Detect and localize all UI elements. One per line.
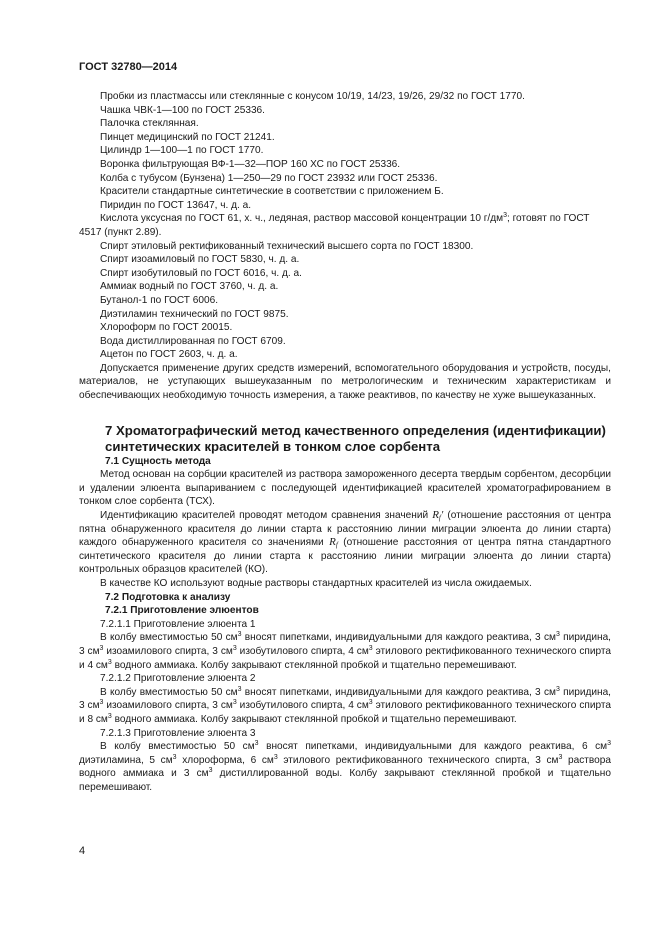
section-7-title: 7 Хроматографический метод качественного определения (идентификации) синтетических красителей в тонком слое сорбента [105, 422, 606, 454]
material-item: Пинцет медицинский по ГОСТ 21241. [100, 131, 275, 143]
material-item-acetic-acid: Кислота уксусная по ГОСТ 61, х. ч., ледяная, раствор массовой концентрации 10 $г/дм^3$; готовят по ГОСТ 4517 (пункт 2.89). [79, 212, 590, 238]
eluent-2-title: 7.2.1.2 Приготовление элюента 2 [100, 673, 256, 685]
material-item: Воронка фильтрующая ВФ-1—32—ПОР 160 ХС по ГОСТ 25336. [100, 158, 401, 170]
rf-identification-paragraph: Идентификацию красителей проводят методом сравнения значений $R_f'$ (отношение расстояния от центра пятна обнаруженного красителя до линии старта к расстоянию линии миграции элюента до линии старта) каждого обнаруженного красителя со значениями $R_f$ (отношение расстояния от центра пятна стандартного синтетического красителя до линии старта к расстоянию линии миграции элюента до линии старта) контрольных образцов красителей (КО). [79, 509, 611, 576]
rf-symbol: $R_f$ [329, 536, 338, 550]
method-principle-paragraph: Метод основан на сорбции красителей из раствора замороженного десерта твердым сорбентом, десорбции и удалении элюента выпариванием с последующей идентификацией красителей хроматографированием в тонком слое сорбента (ТСХ). [79, 469, 611, 508]
eluent-1-title: 7.2.1.1 Приготовление элюента 1 [100, 618, 256, 630]
document-code-header: ГОСТ 32780—2014 [79, 61, 178, 73]
rf-prime-symbol: $R_f'$ [432, 509, 444, 523]
material-item: Пиридин по ГОСТ 13647, ч. д. а. [100, 199, 252, 211]
material-item: Спирт изобутиловый по ГОСТ 6016, ч. д. а. [100, 267, 302, 279]
material-item: Палочка стеклянная. [100, 118, 199, 130]
material-item: Пробки из пластмассы или стеклянные с конусом 10/19, 14/23, 19/26, 29/32 по ГОСТ 1770. [100, 91, 525, 102]
page-number: 4 [79, 845, 86, 857]
material-item: Красители стандартные синтетические в соответствии с приложением Б. [100, 186, 444, 198]
materials-list [79, 90, 611, 403]
material-item: Чашка ЧВК-1—100 по ГОСТ 25336. [100, 104, 265, 116]
material-item: Хлороформ по ГОСТ 20015. [100, 322, 233, 334]
eluent-3-paragraph: В колбу вместимостью 50 $см^3$ вносят пипетками, индивидуальными для каждого реактива, 6 $см^3$ диэтиламина, 5 $см^3$ хлороформа, 6 $см^3$ этилового ректификованного технического спирта, 3 $см^3$ раствора водного аммиака и 3 $см^3$ дистиллированной воды. Колбу закрывают стеклянной пробкой и тщательно перемешивают. [79, 740, 612, 793]
material-item: Цилиндр 1—100—1 по ГОСТ 1770. [100, 145, 264, 157]
material-item: Аммиак водный по ГОСТ 3760, ч. д. а. [100, 281, 279, 293]
control-samples-paragraph: В качестве КО используют водные растворы стандартных красителей из числа ожидаемых. [100, 578, 532, 589]
material-item: Бутанол-1 по ГОСТ 6006. [100, 294, 219, 306]
section-7-2-1-title: 7.2.1 Приготовление элюентов [105, 605, 259, 617]
eluent-2-paragraph: В колбу вместимостью 50 $см^3$ вносят пипетками, индивидуальными для каждого реактива, 3 $см^3$ пиридина, 3 $см^3$ изоамилового спирта, 3 $см^3$ изобутилового спирта, 4 $см^3$ этилового ректификованного технического спирта и 8 $см^3$ водного аммиака. Колбу закрывают стеклянной пробкой и тщательно перемешивают. [79, 685, 611, 725]
material-item: Ацетон по ГОСТ 2603, ч. д. а. [100, 349, 238, 361]
material-item: Спирт этиловый ректификованный технический высшего сорта по ГОСТ 18300. [100, 240, 474, 252]
material-item: Колба с тубусом (Бунзена) 1—250—29 по ГОСТ 23932 или ГОСТ 25336. [100, 172, 438, 184]
section-7-2-title: 7.2 Подготовка к анализу [105, 591, 231, 603]
document-body [79, 90, 611, 795]
allowed-substitutes-note: Допускается применение других средств измерений, вспомогательного оборудования и устройств, посуды, материалов, не уступающих вышеуказанным по метрологическим и техническим характеристикам и обеспечивающих необходимую точность измерения, а также реактивов, по качеству не хуже вышеуказанных. [79, 362, 611, 402]
material-item: Диэтиламин технический по ГОСТ 9875. [100, 308, 289, 320]
section-7-1-title: 7.1 Сущность метода [105, 455, 211, 467]
eluent-1-paragraph: В колбу вместимостью 50 $см^3$ вносят пипетками, индивидуальными для каждого реактива, 3 $см^3$ пиридина, 3 $см^3$ изоамилового спирта, 3 $см^3$ изобутилового спирта, 4 $см^3$ этилового ректификованного технического спирта и 4 $см^3$ водного аммиака. Колбу закрывают стеклянной пробкой и тщательно перемешивают. [79, 631, 611, 671]
material-item: Вода дистиллированная по ГОСТ 6709. [100, 335, 286, 347]
material-item: Спирт изоамиловый по ГОСТ 5830, ч. д. а. [100, 254, 300, 266]
eluent-3-title: 7.2.1.3 Приготовление элюента 3 [100, 727, 256, 739]
